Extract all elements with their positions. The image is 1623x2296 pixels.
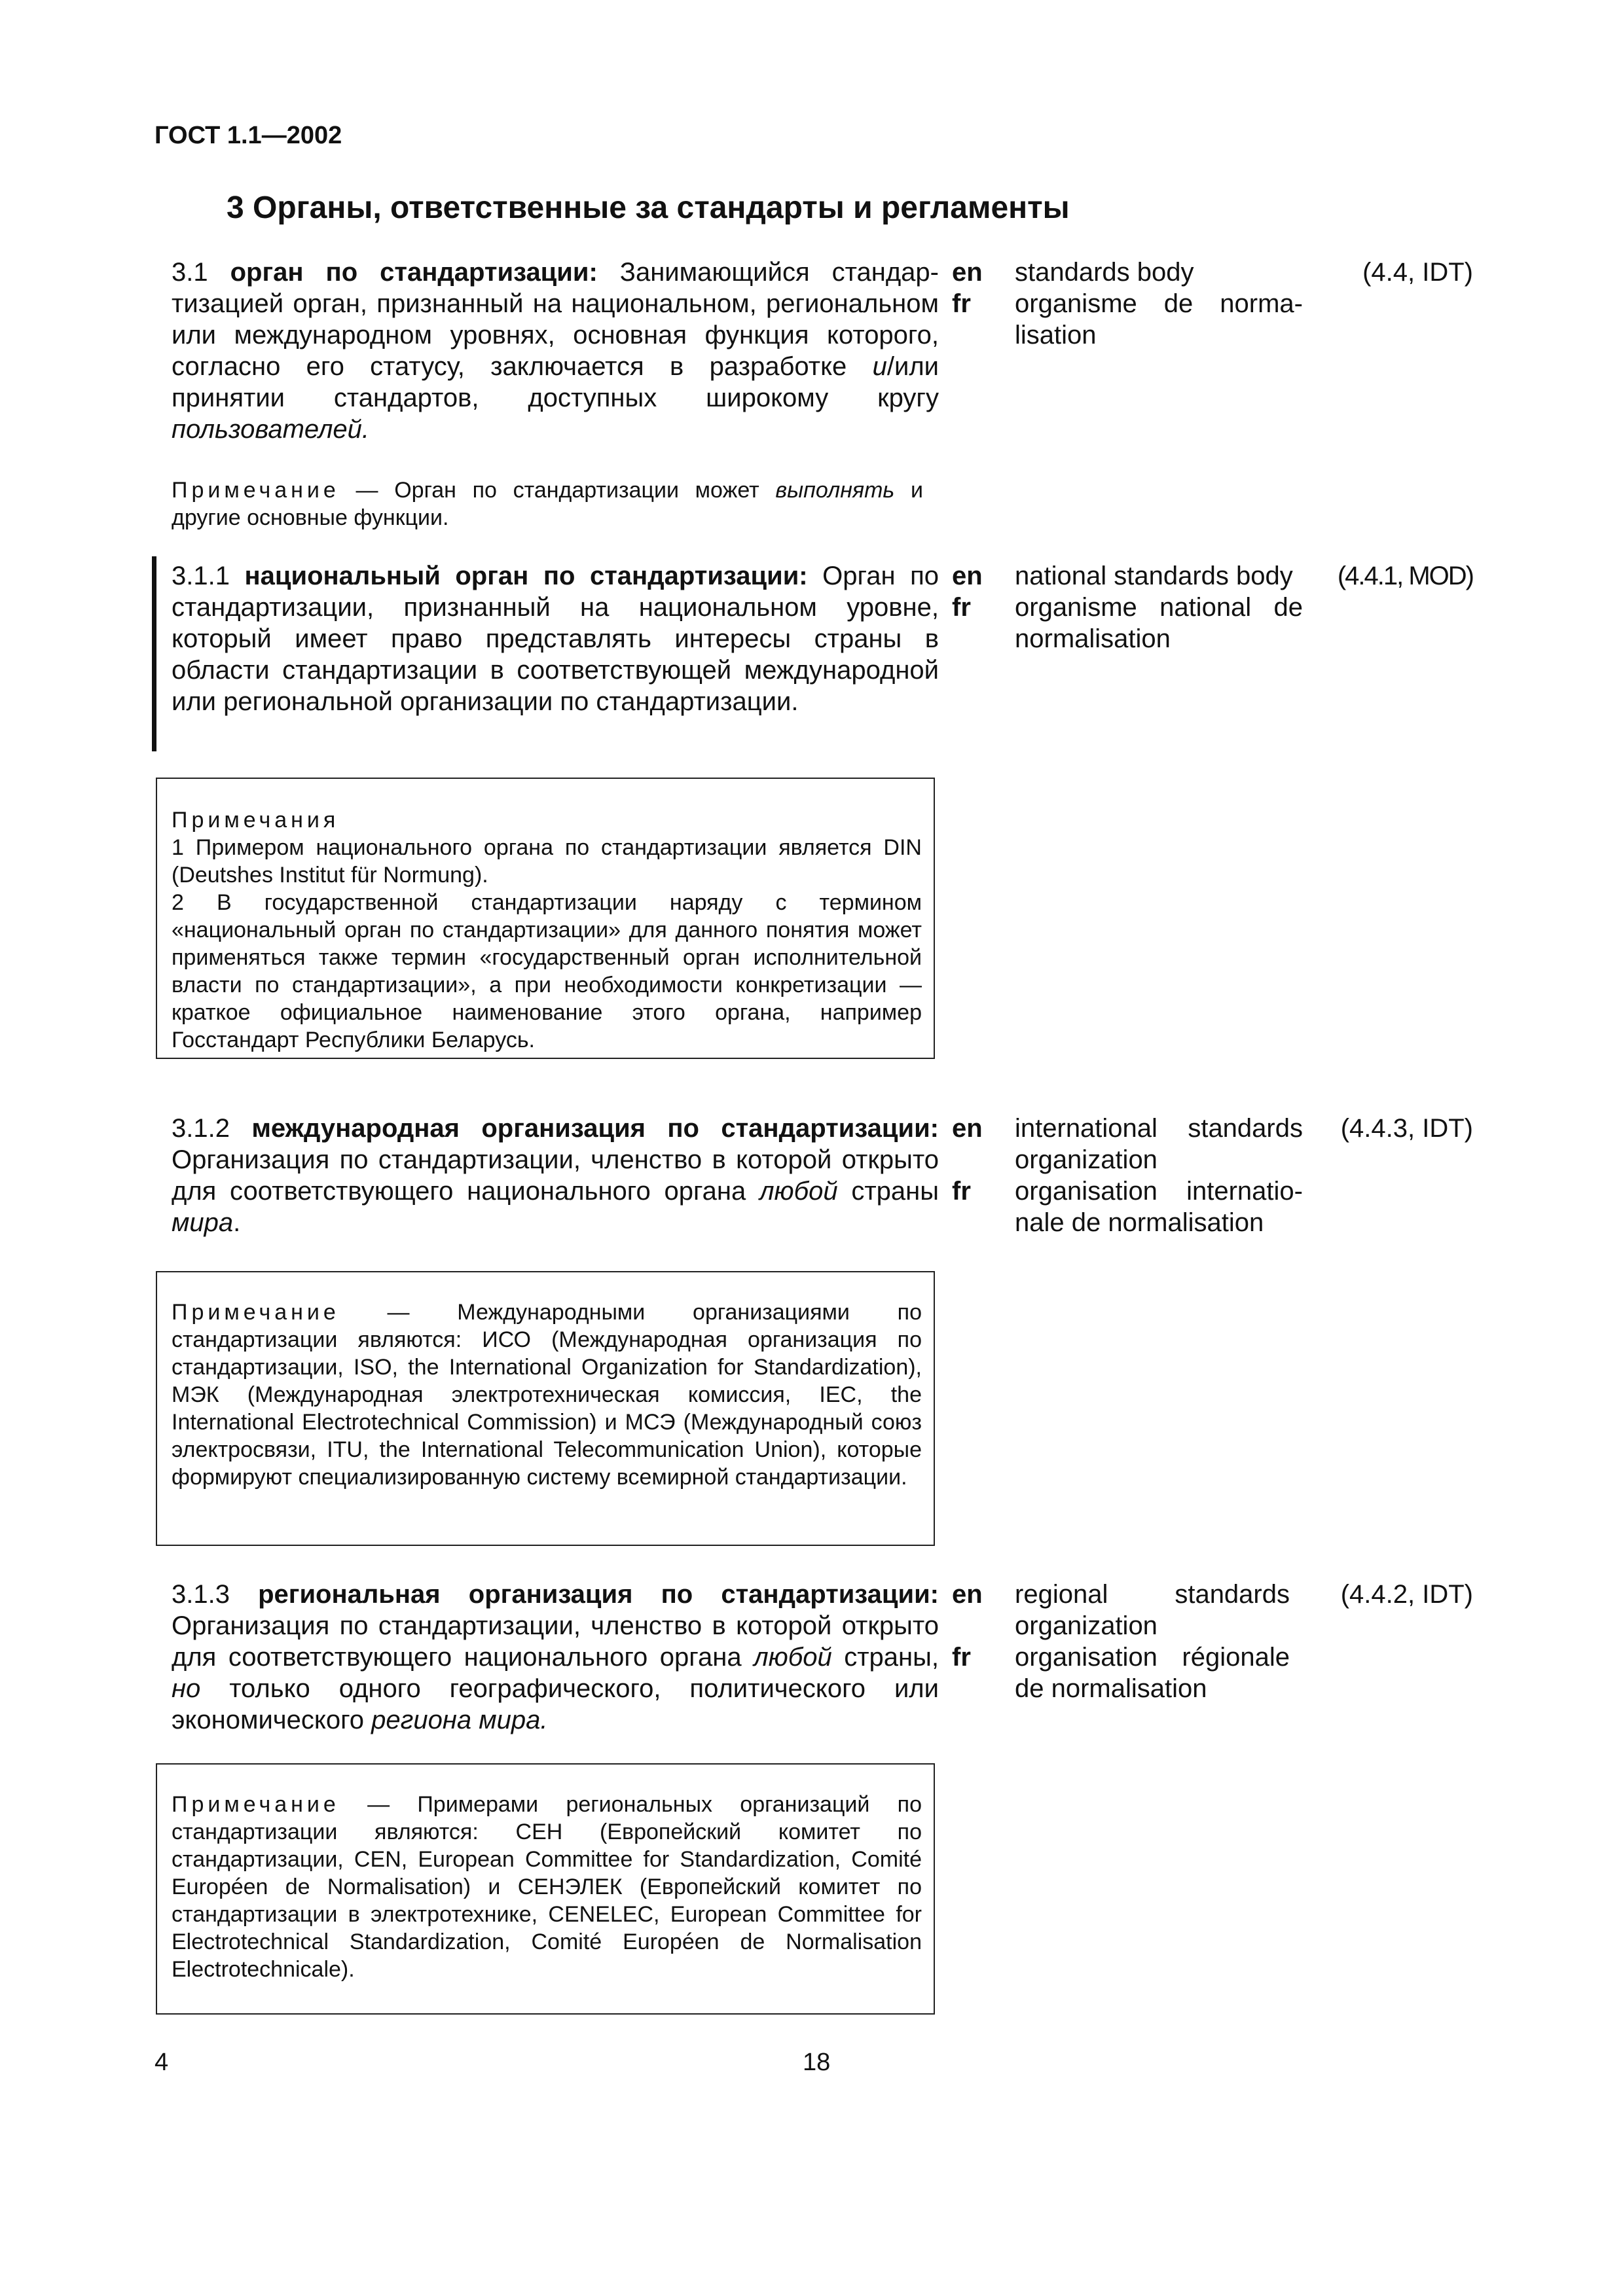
term-definition-italic: но [172,1674,201,1703]
equivalent-en: regional standards organization [1015,1580,1290,1640]
lang-fr: fr [952,593,971,622]
document-header: ГОСТ 1.1—2002 [155,122,342,149]
lang-fr-label: fr [952,1177,971,1206]
equivalents-3-1 [1015,257,1303,351]
term-3-1-3 [172,1579,939,1736]
lang-en-label: en [952,1114,983,1143]
note-item: 1 Примером национального органа по стандартизации является DIN (Deutshes Institut für Normung). [172,835,922,888]
notes-3-1-1 [172,806,922,1054]
lang-labels [952,257,991,319]
note-label: Примечание [172,478,340,503]
equivalent-fr: organisme national de normalisation [1015,593,1303,653]
term-number: 3.1 [172,258,208,287]
term-definition: /или принятии стандартов, доступных широкому кругу [172,352,939,412]
term-name: национальный орган по стандартизации: [244,562,808,590]
change-bar [152,556,156,751]
term-definition-italic: мира [172,1208,234,1237]
term-definition: только одного географического, политического или экономического [172,1674,939,1734]
lang-en: en [952,562,983,590]
note-text: — Орган по стандартизации может [356,478,759,503]
term-definition: Орган по стандартизации, признанный на национальном уровне, который имеет право представлять интересы страны в области стандартизации в соответствующей международной или региональной организации по стандартизации. [172,562,939,716]
page-number-left: 4 [155,2049,169,2076]
term-definition: . [233,1208,241,1237]
term-name: региональная организация по стандартизации: [258,1580,939,1609]
note-text: — Международными организациями по стандартизации являются: ИСО (Международная организация по стандартизации, ISO, the International Organization for Standardization), МЭК (Международная электротехническая комиссия, IEC, the International Electrotechnical Commission) и МСЭ (Международный союз электросвязи, ITU, the International Telecommunication Union), которые формируют специализированную систему всемирной стандартизации. [172,1300,922,1490]
reference-3-1-2: (4.4.3, IDT) [1340,1114,1473,1143]
lang-en: en [952,258,983,287]
lang-en-label: en [952,1580,983,1609]
note-text: — Примерами региональных организаций по стандартизации являются: СЕН (Европейский комитет по стандартизации, CEN, European Committee for Standardization, Comité Européen de Normalisation) и СЕНЭЛЕК (Европейский комитет по стандартизации в электротехнике, CENELEC, European Committee for Electrotechnical Standardization, Comité Européen de Normalisation Electrotechnicale). [172,1792,922,1982]
equivalent-en: national standards body [1015,562,1293,590]
term-number: 3.1.2 [172,1114,230,1143]
notes-label: Примечания [172,808,340,833]
term-number: 3.1.1 [172,562,230,590]
lang-labels [952,560,991,623]
term-definition: страны, [844,1643,939,1672]
term-definition-italic: и [872,352,887,381]
note-3-1-3 [172,1791,922,1983]
term-definition-italic: региона мира. [371,1706,548,1734]
section-title: 3 Органы, ответственные за стандарты и регламенты [227,190,1070,225]
note-label: Примечание [172,1792,340,1817]
term-3-1-1 [172,560,939,717]
term-definition-italic: любой [754,1643,832,1672]
equivalents-3-1-1 [1015,560,1303,655]
term-definition: Организация по стандартизации, членство в которой открыто для соответствующего национального органа [172,1611,939,1672]
equivalent-en: standards body [1015,258,1194,287]
term-definition: Организация по стандартизации, членство в которой открыто для соответствующего национального органа [172,1145,939,1206]
note-3-1 [172,476,923,531]
term-3-1-2 [172,1113,939,1238]
equivalent-fr: organisme de normalisation [1015,289,1303,350]
equivalent-fr: organisation internationale de normalisation [1015,1177,1303,1237]
term-definition-italic: любой [759,1177,838,1206]
equivalent-fr: organisation régionale de normalisation [1015,1643,1290,1703]
term-definition-italic: пользователей. [172,415,370,444]
note-item: 2 В государственной стандартизации наряду с термином «национальный орган по стандартизации» для данного понятия может применяться также термин «государственный орган исполнительной власти по стандартизации», а при необходимости конкретизации — краткое официальное наименование этого органа, например Госстандарт Республики Беларусь. [172,890,922,1052]
reference-3-1-3: (4.4.2, IDT) [1340,1580,1473,1609]
lang-fr: fr [952,289,971,318]
lang-fr-label: fr [952,1643,971,1672]
equivalent-en: international standards organization [1015,1114,1303,1174]
equivalents-3-1-2 [1015,1113,1303,1238]
term-name: орган по стандартизации: [230,258,598,287]
term-name: международная организация по стандартизации: [251,1114,939,1143]
term-definition: страны [851,1177,939,1206]
page-number-center: 18 [803,2049,831,2076]
note-label: Примечание [172,1300,340,1325]
term-3-1 [172,257,939,445]
term-number: 3.1.3 [172,1580,230,1609]
note-3-1-2 [172,1299,922,1491]
note-text: и другие основные функции. [172,478,924,530]
note-text-italic: выполнять [775,478,895,503]
equivalents-3-1-3 [1015,1579,1290,1704]
reference-3-1: (4.4, IDT) [1362,258,1473,287]
term-definition: Занимающийся стандартизацией орган, признанный на национальном, региональном или международном уровнях, основная функция которого, согласно его статусу, заключается в разработке [172,258,939,381]
reference-3-1-1: (4.4.1, MOD) [1337,562,1473,590]
